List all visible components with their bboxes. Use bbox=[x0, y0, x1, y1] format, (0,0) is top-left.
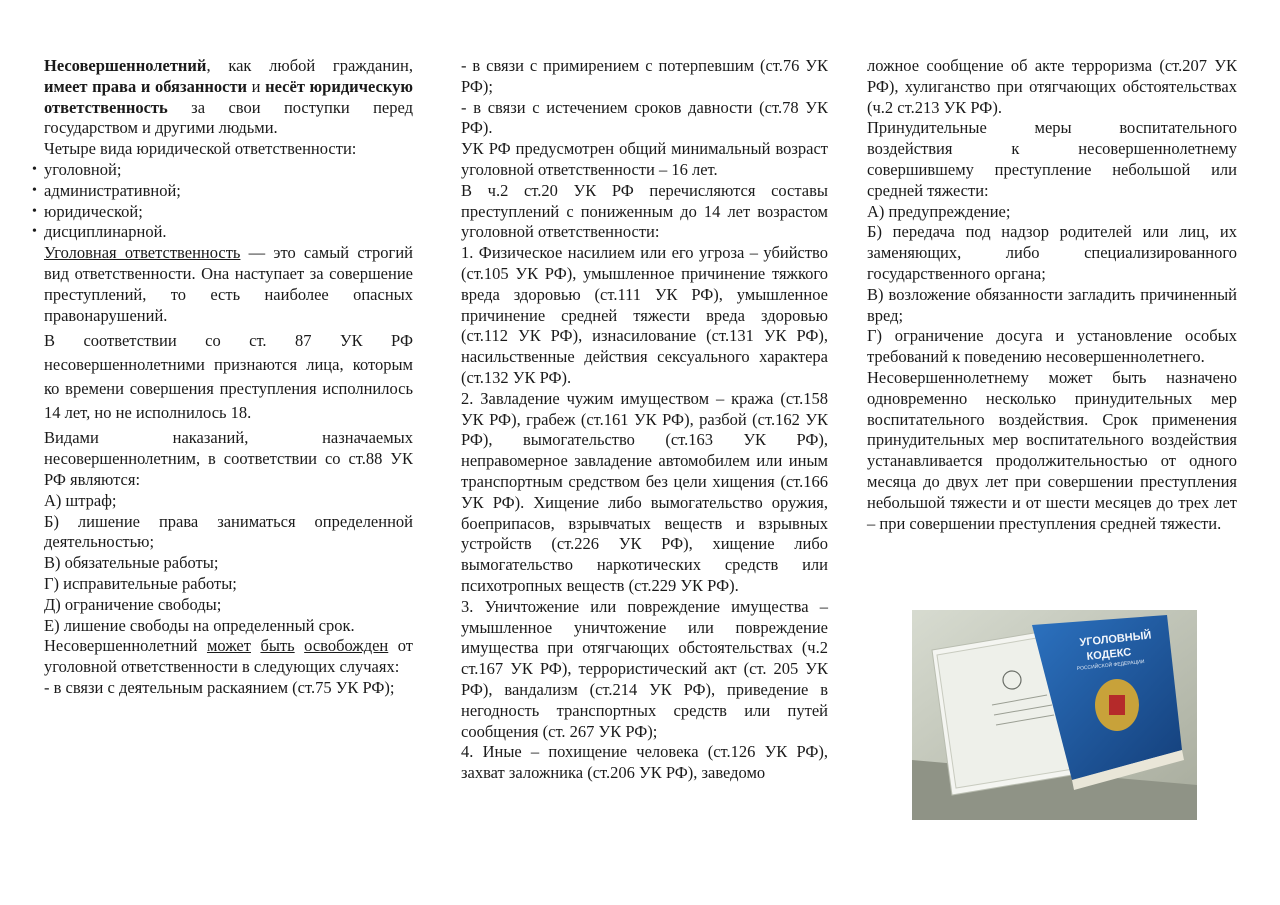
column-right bbox=[867, 56, 1237, 534]
list-item: Г) ограничение досуга и установление особых требований к поведению несовершеннолетнего. bbox=[867, 326, 1237, 367]
list-item: Б) лишение права заниматься определенной деятельностью; bbox=[44, 511, 413, 552]
intro-text-2: и bbox=[247, 76, 266, 96]
eagle-emblem-icon bbox=[1095, 679, 1139, 731]
final-paragraph: Несовершеннолетнему может быть назначено одновременно несколько принудительных мер воспитательного воздействия. Срок применения принудительных мер воспитательного воздействия устанавливается продолжительностью от одного месяца до двух лет при совершении преступления небольшой тяжести и от шести месяцев до трех лет – при совершении преступления средней тяжести. bbox=[867, 367, 1237, 533]
art20-paragraph: В ч.2 ст.20 УК РФ перечисляются составы преступлений с пониженным до 14 лет возрастом уголовной ответственности: bbox=[461, 180, 828, 242]
art87-paragraph: В соответствии со ст. 87 УК РФ несовершеннолетними признаются лица, которым ко времени совершения преступления исполнилось 14 лет, но не исполнилось 18. bbox=[44, 331, 413, 423]
release-underline-2: быть bbox=[260, 636, 295, 656]
list-item: • дисциплинарной. bbox=[44, 222, 413, 243]
list-item: • уголовной; bbox=[44, 160, 413, 181]
list-item: Г) исправительные работы; bbox=[44, 573, 237, 593]
intro-bold-1: Несовершеннолетний bbox=[44, 56, 207, 75]
list-item: - в связи с истечением сроков давности (ст.78 УК РФ). bbox=[461, 97, 828, 138]
list-item: В) обязательные работы; bbox=[44, 553, 219, 573]
list-item: • административной; bbox=[44, 181, 413, 202]
min-age-paragraph: УК РФ предусмотрен общий минимальный возраст уголовной ответственности – 16 лет. bbox=[461, 139, 828, 179]
crime-item-4-continued: ложное сообщение об акте терроризма (ст.207 УК РФ), хулиганство при отягчающих обстоятельствах (ч.2 ст.213 УК РФ). bbox=[867, 56, 1237, 117]
book-title-line-2: КОДЕКС bbox=[1086, 646, 1132, 663]
list-item: Б) передача под надзор родителей или лиц, их заменяющих, либо специализированного государственного органа; bbox=[867, 222, 1237, 283]
intro-bold-2: имеет права и обязанности bbox=[44, 76, 248, 96]
criminal-code-illustration bbox=[912, 610, 1197, 820]
punish-heading: Видами наказаний, назначаемых несовершеннолетним, в соответствии со ст.88 УК РФ являются: bbox=[44, 428, 413, 489]
criminal-code-photo bbox=[912, 610, 1197, 820]
intro-bold-3: несёт юридическую ответственность bbox=[44, 76, 413, 117]
intro-text-3: за свои поступки перед государством и другими людьми. bbox=[44, 97, 413, 138]
column-middle bbox=[461, 56, 828, 784]
book-subtitle: РОССИЙСКОЙ ФЕДЕРАЦИИ bbox=[1076, 658, 1145, 672]
list-item: В) возложение обязанности загладить причиненный вред; bbox=[867, 284, 1237, 325]
list-item: Е) лишение свободы на определенный срок. bbox=[44, 615, 355, 635]
release-text-2: от уголовной ответственности в следующих случаях: bbox=[44, 636, 413, 677]
release-text-1: Несовершеннолетний bbox=[44, 636, 207, 656]
intro-text-1: , как любой гражданин, bbox=[206, 56, 413, 75]
types-list bbox=[44, 160, 413, 243]
measures-heading: Принудительные меры воспитательного воздействия к несовершеннолетнему совершившему преступление небольшой или средней тяжести: bbox=[867, 118, 1237, 200]
crime-item-3: 3. Уничтожение или повреждение имущества – умышленное уничтожение или повреждение имущества при отягчающих обстоятельствах (ч.2 ст.167 УК РФ), террористический акт (ст. 205 УК РФ), вандализм (ст.214 УК РФ), приведение в негодность транспортных средств или путей сообщения (ст. 267 УК РФ); bbox=[461, 596, 828, 741]
release-underline-1: может bbox=[206, 636, 251, 656]
list-item: - в связи с примирением с потерпевшим (ст.76 УК РФ); bbox=[461, 56, 828, 96]
criminal-paragraph bbox=[44, 243, 413, 326]
book-title-line-1: УГОЛОВНЫЙ bbox=[1079, 629, 1152, 649]
list-item: А) штраф; bbox=[44, 490, 117, 510]
release-underline-3: освобожден bbox=[304, 636, 389, 656]
criminal-term: Уголовная ответственность bbox=[44, 243, 241, 263]
list-item: А) предупреждение; bbox=[867, 201, 1011, 221]
release-paragraph bbox=[44, 636, 413, 678]
crime-item-1: 1. Физическое насилием или его угроза – убийство (ст.105 УК РФ), умышленное причинение тяжкого вреда здоровью (ст.111 УК РФ), умышленное причинение средней тяжести вреда здоровью (ст.112 УК РФ), изнасилование (ст.131 УК РФ), насильственные действия сексуального характера (ст.132 УК РФ). bbox=[461, 243, 828, 387]
list-item: Д) ограничение свободы; bbox=[44, 594, 222, 614]
crime-item-4: 4. Иные – похищение человека (ст.126 УК РФ), захват заложника (ст.206 УК РФ), заведомо bbox=[461, 742, 828, 783]
crime-item-2: 2. Завладение чужим имуществом – кража (ст.158 УК РФ), грабеж (ст.161 УК РФ), разбой (ст.162 УК РФ), вымогательство (ст.163 УК РФ), неправомерное завладение автомобилем или иным транспортным средством без цели хищения (ст.166 УК РФ). Хищение либо вымогательство оружия, боеприпасов, взрывчатых веществ и взрывных устройств (ст.226 УК РФ), хищение либо вымогательство наркотических средств или психотропных веществ (ст.229 УК РФ). bbox=[461, 388, 828, 595]
intro-paragraph bbox=[44, 56, 413, 139]
list-item: - в связи с деятельным раскаянием (ст.75 УК РФ); bbox=[44, 677, 395, 697]
list-item: • юридической; bbox=[44, 202, 413, 223]
criminal-text: — это самый строгий вид ответственности. Она наступает за совершение преступлений, то есть наиболее опасных правонарушений. bbox=[44, 243, 413, 325]
types-heading: Четыре вида юридической ответственности: bbox=[44, 139, 357, 159]
column-left bbox=[44, 56, 413, 699]
